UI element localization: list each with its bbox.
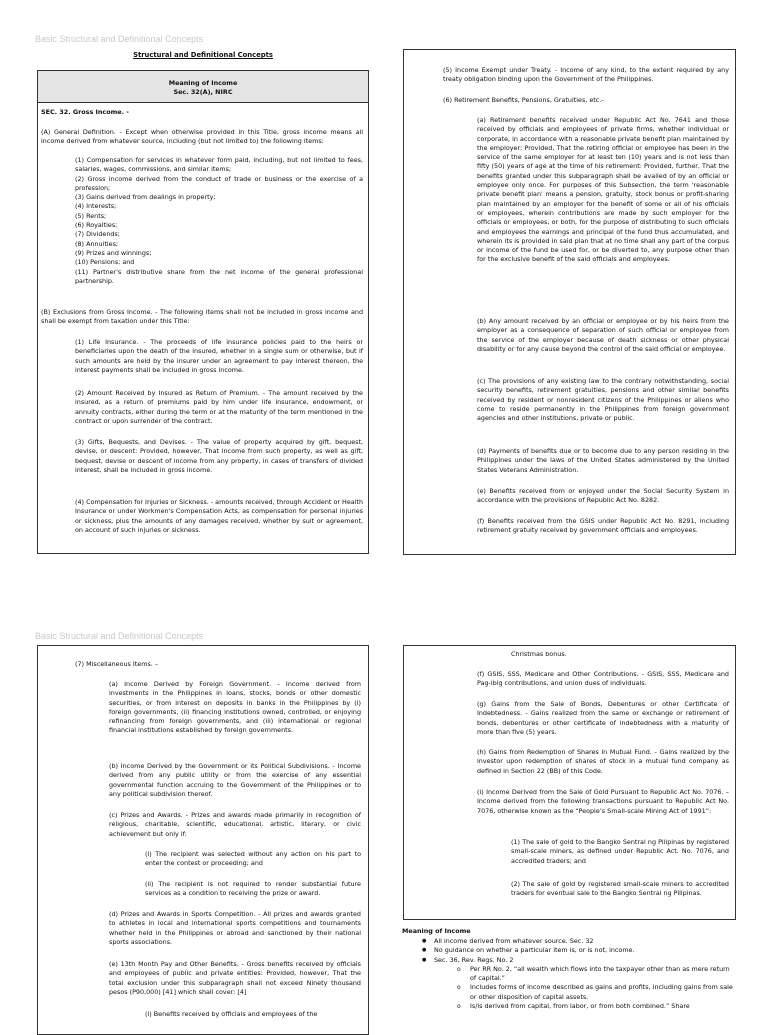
notes-list — [420, 937, 736, 1011]
running-header: Basic Structural and Definitional Concepts — [35, 34, 204, 44]
misc-item-i-2: (2) The sale of gold by registered small-scale miners to accredited traders for eventual sale to the Bangko Sentral ng Pilipinas. — [511, 880, 729, 898]
retirement-benefits-e: (e) Benefits received from or enjoyed under the Social Security System in accordance with the provisions of Republic Act No. 8282. — [477, 487, 729, 505]
misc-item-b: (b) Income Derived by the Government or its Political Subdivisions. - Income derived from any public utility or from the exercise of any essential governmental function accruing to the Government of the Philippines or to any political subdivision thereof. — [109, 762, 361, 798]
misc-item-c: (c) Prizes and Awards. - Prizes and awards made primarily in recognition of religious, charitable, scientific, educational, artistic, literary, or civic achievement but only if: — [109, 811, 361, 838]
running-header: Basic Structural and Definitional Concepts — [35, 631, 204, 641]
retirement-benefits-a: (a) Retirement benefits received under Republic Act No. 7641 and those received by officials and employees of private firms, whether individual or corporate, in accordance with a reasonable private benefit plan maintained by the employer: Provided, That the retiring official or employee has been in the service of the same employer for at least ten (10) years and is not less than fifty (50) years of age at the time of his retirement: Provided, further, That the benefits granted under this subparagraph shall be availed of by an official or employee only once. For purposes of this Subsection, the term 'reasonable private benefit plan' means a pension, gratuity, stock bonus or profit-sharing plan maintained by an employer for the benefit of some or all of his officials or employees, wherein contributions are made by such employer for the officials or employees, or both, for the purpose of distributing to such officials and employees the earnings and principal of the fund thus accumulated, and wherein its is provided in said plan that at no time shall any part of the corpus or income of the fund be used for, or be diverted to, any purpose other than for the exclusive benefit of the said officials and employees. — [477, 116, 729, 264]
misc-item-f: (f) GSIS, SSS, Medicare and Other Contributions. - GSIS, SSS, Medicare and Pag-ibig contributions, and union dues of individuals. — [477, 670, 729, 688]
misc-item-c-ii: (ii) The recipient is not required to render substantial future services as a condition to receiving the prize or award. — [145, 880, 361, 898]
sub-list-item: o Is/is derived from capital, from labor, or from both combined.” Share — [456, 1002, 736, 1011]
list-item: (3) Gains derived from dealings in property; — [75, 193, 216, 202]
sub-list-item: o Per RR No. 2, “all wealth which flows into the taxpayer other than as mere return of capital.” — [456, 965, 736, 984]
misc-item-h: (h) Gains from Redemption of Shares in Mutual Fund. - Gains realized by the investor upon redemption of shares of stock in a mutual fund company as defined in Section 22 (BB) of this Code. — [477, 748, 729, 775]
retirement-benefits-heading: (6) Retirement Benefits, Pensions, Gratuities, etc.- — [443, 96, 604, 104]
notes-heading: Meaning of Income — [402, 927, 471, 935]
exclusion-treaty: (5) Income Exempt under Treaty. - Income of any kind, to the extent required by any treaty obligation binding upon the Government of the Philippines. — [443, 66, 729, 84]
misc-item-i: (i) Income Derived from the Sale of Gold Pursuant to Republic Act No. 7076. – Income derived from the following transactions pursuant to Republic Act No. 7076, otherwise known as the “People’s Small-scale Mining Act of 1991”: — [477, 788, 729, 815]
list-item: (5) Rents; — [75, 211, 107, 220]
list-item: (1) Compensation for services in whatever form paid, including, but not limited to fees, salaries, wages, commissions, and similar items; — [75, 156, 363, 174]
list-item: (9) Prizes and winnings; — [75, 248, 152, 257]
income-items-list — [75, 156, 363, 286]
list-item: (6) Royalties; — [75, 221, 118, 230]
retirement-benefits-b: (b) Any amount received by an official or employee or by his heirs from the employer as a consequence of separation of such official or employee from the service of the employer because of death sickness or other physical disability or for any cause beyond the control of the said official or employee. — [477, 317, 729, 353]
banner-subtitle: Sec. 32(A), NIRC — [173, 88, 233, 96]
retirement-benefits-c: (c) The provisions of any existing law to the contrary notwithstanding, social security benefits, retirement gratuities, pensions and other similar benefits received by resident or nonresident citizens of the Philippines or aliens who come to reside permanently in the Philippines from foreign government agencies and other institutions, private or public. — [477, 377, 729, 423]
retirement-benefits-d: (d) Payments of benefits due or to become due to any person residing in the Philippines under the laws of the United States administered by the United States Veterans Administration. — [477, 447, 729, 474]
list-item: (10) Pensions; and — [75, 258, 135, 267]
list-item: (8) Annuities; — [75, 239, 119, 248]
continued-text: Christmas bonus. — [511, 650, 567, 658]
misc-item-e-i: (i) Benefits received by officials and employees of the — [145, 1010, 318, 1018]
misc-item-d: (d) Prizes and Awards in Sports Competition. - All prizes and awards granted to athletes in local and international sports competitions and tournaments whether held in the Philippines or abroad and sanctioned by their national sports associations. — [109, 910, 361, 946]
retirement-benefits-f: (f) Benefits received from the GSIS under Republic Act No. 8291, including retirement gratuity received by government officials and employees. — [477, 517, 729, 535]
exclusion-life-insurance: (1) Life Insurance. - The proceeds of life insurance policies paid to the heirs or beneficiaries upon the death of the insured, whether in a single sum or otherwise, but if such amounts are held by the insurer under an agreement to pay interest thereon, the interest payments shall be included in gross income. — [75, 338, 363, 374]
misc-item-e: (e) 13th Month Pay and Other Benefits. - Gross benefits received by officials and employees of public and private entities: Provided, however, That the total exclusion under this subparagraph shall not exceed Ninety thousand pesos (P90,000) [41] which shall cover: [4] — [109, 960, 361, 996]
misc-items-heading: (7) Miscellaneous Items. – — [75, 660, 159, 668]
exclusions-paragraph: (B) Exclusions from Gross Income. - The following items shall not be included in gross income and shall be exempt from taxation under this Title: — [41, 308, 363, 326]
list-item: (7) Dividends; — [75, 230, 120, 239]
list-item — [420, 956, 736, 1012]
income-banner — [37, 70, 369, 103]
list-item: (11) Partner's distributive share from the net income of the general professional partnership. — [75, 267, 363, 285]
list-item: ● No guidance on whether a particular item is, or is not, income. — [420, 946, 736, 955]
misc-item-a: (a) Income Derived by Foreign Government. - Income derived from investments in the Philippines in loans, stocks, bonds or other domestic securities, or from interest on deposits in banks in the Philippines by (i) foreign governments, (ii) financing institutions owned, controlled, or enjoying refinancing from foreign governments, and (iii) international or regional financial institutions established by foreign governments. — [109, 680, 361, 735]
list-item: ● All income derived from whatever source. Sec. 32 — [420, 937, 736, 946]
list-item-label: Sec. 36, Rev. Regs. No. 2 — [434, 955, 514, 964]
exclusion-compensation-injuries: (4) Compensation for Injuries or Sickness. - amounts received, through Accident or Health Insurance or under Workmen's Compensation Acts, as compensation for personal injuries or sickness, plus the amounts of any damages received, whether by suit or agreement, on account of such injuries or sickness. — [75, 498, 363, 534]
document-title: Structural and Definitional Concepts — [133, 51, 273, 59]
definition-paragraph: (A) General Definition. - Except when otherwise provided in this Title, gross income means all income derived from whatever source, including (but not limited to) the following items: — [41, 128, 363, 146]
banner-title: Meaning of Income — [168, 79, 238, 87]
list-item: (2) Gross income derived from the conduct of trade or business or the exercise of a profession; — [75, 174, 363, 192]
notes-sublist — [456, 965, 736, 1011]
misc-item-i-1: (1) The sale of gold to the Bangko Sentral ng Pilipinas by registered small-scale miners, as defined under Republic Act. No. 7076, and accredited traders; and — [511, 838, 729, 865]
misc-item-g: (g) Gains from the Sale of Bonds, Debentures or other Certificate of Indebtedness. - Gains realized from the same or exchange or retirement of bonds, debentures or other certificate of indebtedness with a maturity of more than five (5) years. — [477, 700, 729, 736]
list-item: (4) Interests; — [75, 202, 117, 211]
exclusion-gifts-bequests: (3) Gifts, Bequests, and Devises. - The value of property acquired by gift, bequest, devise, or descent: Provided, however, That income from such property, as well as gift, bequest, devise or descent of income from any property, in cases of transfers of divided interest, shall be included in gross income. — [75, 438, 363, 474]
section-heading: SEC. 32. Gross Income. - — [41, 108, 129, 116]
misc-item-c-i: (i) The recipient was selected without any action on his part to enter the contest or proceeding; and — [145, 850, 361, 868]
sub-list-item: o Includes forms of income described as gains and profits, including gains from sale or other disposition of capital assets. — [456, 983, 736, 1002]
exclusion-return-of-premium: (2) Amount Received by Insured as Return of Premium. - The amount received by the insured, as a return of premiums paid by him under life insurance, endowment, or annuity contracts, either during the term or at the maturity of the term mentioned in the contract or upon surrender of the contract. — [75, 389, 363, 425]
